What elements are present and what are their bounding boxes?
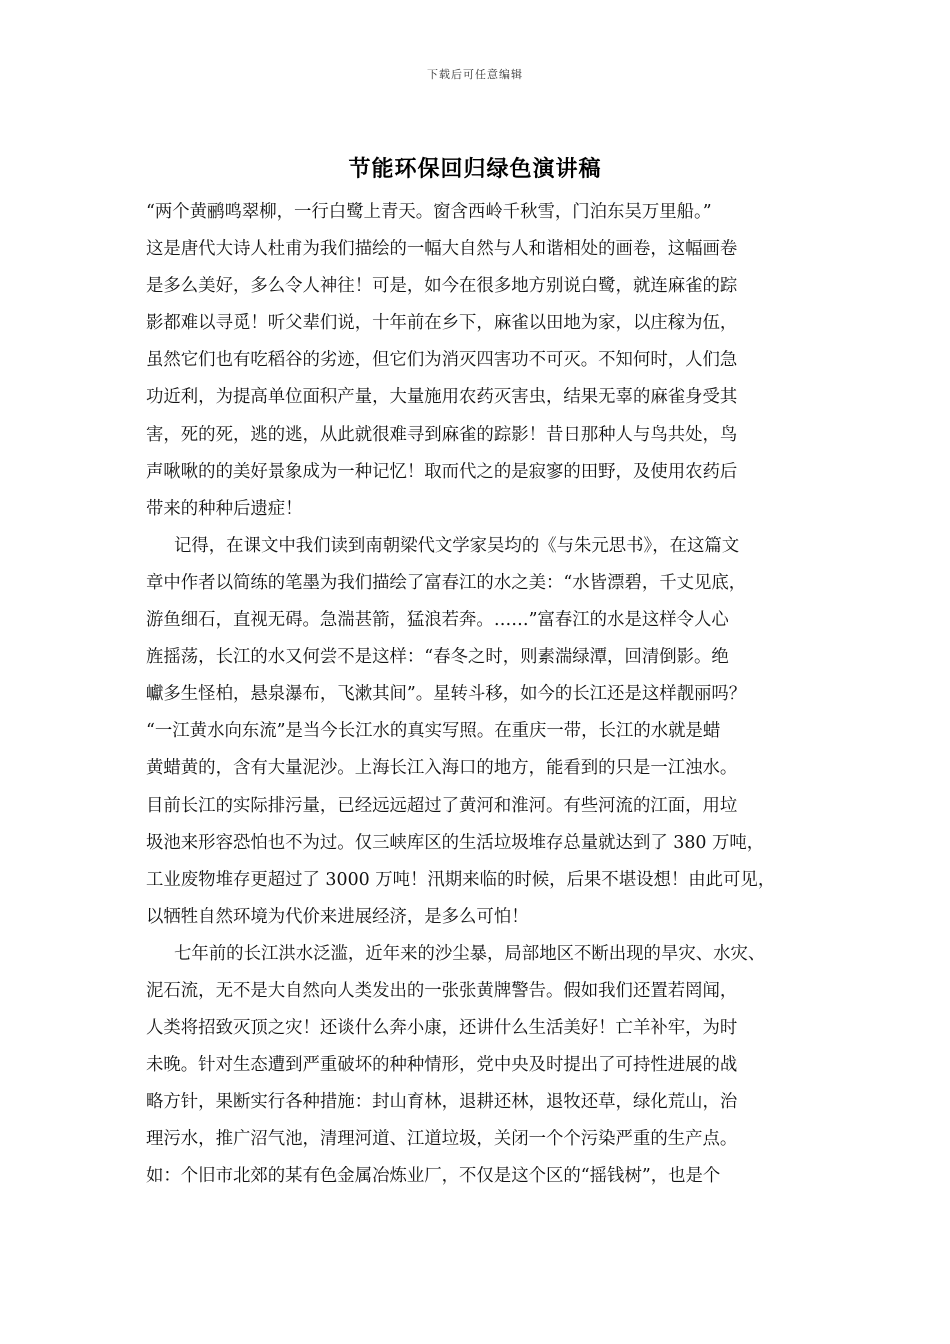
text-line: 目前长江的实际排污量，已经远远超过了黄河和淮河。有些河流的江面，用垃 [146,795,738,816]
text-line: 记得，在课文中我们读到南朝梁代文学家吴均的《与朱元思书》，在这篇文 [174,535,740,556]
text-line: 是多么美好，多么令人神往！可是，如今在很多地方别说白鹭，就连麻雀的踪 [146,276,738,297]
text-line: 如：个旧市北郊的某有色金属冶炼业厂，不仅是这个区的“摇钱树”，也是个 [146,1166,721,1187]
header-note: 下载后可任意编辑 [427,68,523,81]
text-line: 黄蜡黄的，含有大量泥沙。上海长江入海口的地方，能看到的只是一江浊水。 [146,758,738,779]
text-line: 这是唐代大诗人杜甫为我们描绘的一幅大自然与人和谐相处的画卷，这幅画卷 [146,239,738,260]
text-line: 声啾啾的的美好景象成为一种记忆！取而代之的是寂寥的田野，及使用农药后 [146,461,738,482]
text-line: 功近利，为提高单位面积产量，大量施用农药灭害虫，结果无辜的麻雀身受其 [146,387,738,408]
text-line: 旌摇荡，长江的水又何尝不是这样：“春冬之时，则素湍绿潭，回清倒影。绝 [146,647,729,668]
text-line: 工业废物堆存更超过了 3000 万吨！汛期来临的时候，后果不堪设想！由此可见， [146,869,776,890]
text-line: 章中作者以简练的笔墨为我们描绘了富春江的水之美：“水皆漂碧，千丈见底， [146,572,747,593]
text-line: 游鱼细石，直视无碍。急湍甚箭，猛浪若奔。……”富春江的水是这样令人心 [146,610,729,631]
text-line: 人类将招致灭顶之灾！还谈什么奔小康，还讲什么生活美好！亡羊补牢，为时 [146,1018,738,1039]
text-line: 理污水，推广沼气池，清理河道、江道垃圾，关闭一个个污染严重的生产点。 [146,1129,738,1150]
text-line: 以牺牲自然环境为代价来进展经济，是多么可怕！ [146,906,529,927]
text-line: 带来的种种后遗症！ [146,498,303,519]
text-line: 圾池来形容恐怕也不为过。仅三峡库区的生活垃圾堆存总量就达到了 380 万吨， [146,832,765,853]
text-line: 虽然它们也有吃稻谷的劣迹，但它们为消灭四害功不可灭。不知何时，人们急 [146,350,738,371]
text-line: 未晚。针对生态遭到严重破坏的种种情形，党中央及时提出了可持性进展的战 [146,1055,738,1076]
text-line: 影都难以寻觅！听父辈们说，十年前在乡下，麻雀以田地为家，以庄稼为伍， [146,313,738,334]
text-line: “两个黄鹂鸣翠柳，一行白鹭上青天。窗含西岭千秋雪，门泊东吴万里船。” [146,202,712,222]
document-title: 节能环保回归绿色演讲稿 [348,156,602,182]
text-line: 七年前的长江洪水泛滥，近年来的沙尘暴，局部地区不断出现的旱灾、水灾、 [174,943,766,964]
text-line: 略方针，果断实行各种措施：封山育林，退耕还林，退牧还草，绿化荒山，治 [146,1092,738,1113]
text-line: 害，死的死，逃的逃，从此就很难寻到麻雀的踪影！昔日那种人与鸟共处，鸟 [146,424,738,445]
text-line: 巘多生怪柏，悬泉瀑布，飞漱其间”。星转斗移，如今的长江还是这样靓丽吗？ [146,684,747,705]
body-text [146,194,808,1196]
text-line: “一江黄水向东流”是当今长江水的真实写照。在重庆一带，长江的水就是蜡 [146,721,721,742]
text-line: 泥石流，无不是大自然向人类发出的一张张黄牌警告。假如我们还置若罔闻， [146,980,738,1001]
